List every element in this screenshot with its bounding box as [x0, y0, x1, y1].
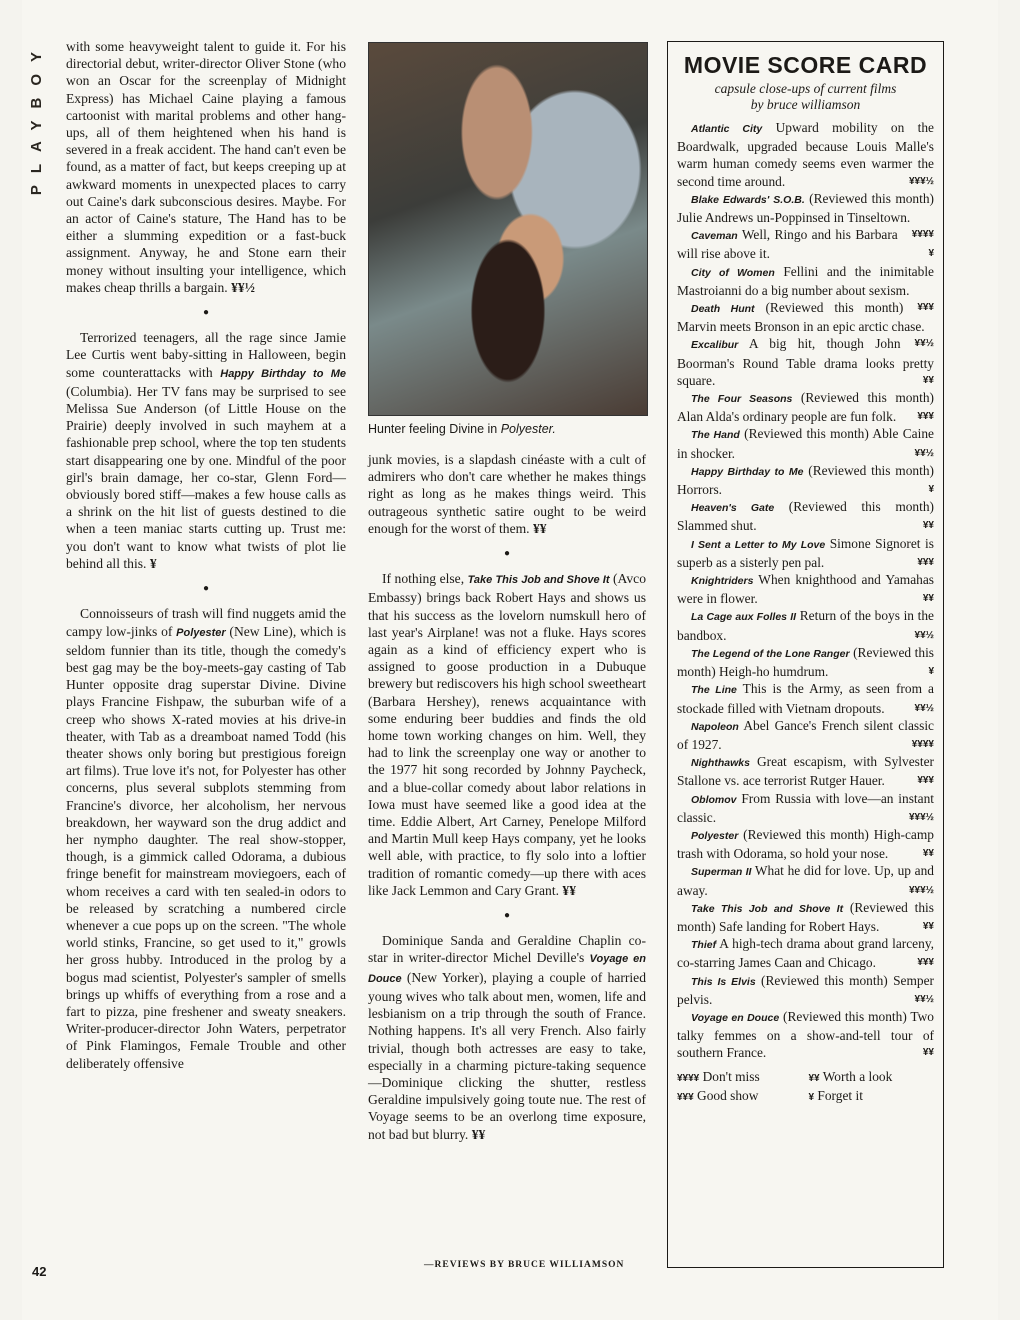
entry-title: Nighthawks	[691, 757, 750, 770]
legend-label: Forget it	[814, 1088, 863, 1104]
review-text: (New Line), which is seldom funnier than its title, though the comedy's best gag may be the boy-meets-gay casting of Tab Hunter opposite drag superstar Divine. Divine plays Francine Fishpaw, the suburban wife of a creep who shows X-rated movies at his drive-in theater, with Tab as a dreamboat named Todd (his theater shows only boring but prestigious foreign art films). True love it's not, for Polyester has other concerns, plus several subplots stemming from Francine's divorce, her alcoholism, her nervous breakdown, her wayward son the drug addict and her nympho daughter. The real show-stopper, though, is a gimmick called Odorama, a dubious fringe benefit for mainstream moviegoers, each of whom receives a card with ten sealed-in odors to be released by scratching a numbered circle whenever a cue pops up on the screen. "The whole world stinks, Francine, so get used to it," growls her gross hubby. Introduced in the prolog by a bogus mad scientist, Polyester's sampler of smells brings up whiffs of everything from a rose and a fart to pizza, pine freshener and sweaty sneakers. Writer-producer-director John Waters, perpetrator of Pink Flamingos, Female Trouble and other deliberately offensive	[66, 623, 346, 1071]
score-card-entry	[677, 389, 934, 425]
score-card-entries	[677, 119, 934, 1062]
entry-text: (Reviewed this month) Safe landing for Robert Hays.	[677, 899, 934, 934]
entry-rating: ¥¥	[922, 848, 934, 860]
entry-text: (Reviewed this month) Semper pelvis.	[677, 972, 934, 1007]
entry-rating: ¥	[928, 484, 934, 496]
review-polyester	[66, 605, 346, 1071]
entry-rating: ¥¥¥½	[908, 811, 934, 823]
page-number: 42	[32, 1264, 47, 1279]
entry-rating: ¥¥	[922, 520, 934, 532]
entry-text: Upward mobility on the Boardwalk, upgraded because Louis Malle's warm human comedy seems even warmer the second time around.	[677, 120, 934, 189]
entry-rating: ¥¥½	[914, 338, 934, 350]
entry-text: (Reviewed this month) Heigh-ho humdrum.	[677, 644, 935, 680]
score-card-entry	[677, 680, 934, 716]
rating: ¥¥	[533, 520, 547, 536]
score-card-entry	[677, 790, 934, 826]
subtitle-line: capsule close-ups of current films	[714, 81, 897, 96]
entry-text: (Reviewed this month) Two talky femmes on a show-and-tell tour of southern France.	[677, 1008, 935, 1061]
entry-rating: ¥¥	[922, 1047, 934, 1059]
review-text: Dominique Sanda and Geraldine Chaplin co-star in writer-director Michel Deville's	[368, 933, 646, 966]
legend-symbol: ¥	[808, 1092, 815, 1104]
entry-text: What he did for love. Up, up and away.	[677, 863, 934, 898]
score-card-entry	[677, 226, 934, 262]
entry-rating: ¥	[928, 666, 934, 678]
entry-text: Simone Signoret is superb as a sisterly pen pal.	[677, 535, 934, 570]
review-column-1	[66, 38, 346, 1072]
review-text: (Avco Embassy) brings back Robert Hays and shows us that his success as the lovelorn numskull hero of last year's Airplane! was not a fluke. Hays scores again as a kind of efficiency expert who is assigned to goose production in a Dubuque brewery but rediscovers his high school sweetheart (Barbara Hershey), renews acquaintance with some enduring beer buddies and finds the old home town working changes on him. Well, they had to link the screenplay one way or another to the 1977 hit song recorded by Johnny Paycheck, and a blue-collar comedy about labor relations in Iowa must have seemed like a good idea at the time. Eddie Albert, Art Carney, Penelope Milford and Martin Mull keep Hays company, yet he looks well able, with practice, to fly solo into a loftier tradition of romantic comedy—up there with aces like Jack Lemmon and Cary Grant.	[368, 571, 646, 898]
score-card-entry	[677, 607, 934, 643]
entry-rating: ¥¥¥	[917, 556, 934, 568]
entry-rating: ¥¥¥¥	[911, 738, 934, 750]
entry-text: Great escapism, with Sylvester Stallone vs. ace terrorist Rutger Hauer.	[677, 754, 934, 789]
entry-text: (Reviewed this month) Marvin meets Bronson in an epic arctic chase.	[677, 300, 925, 335]
score-card-entry	[677, 753, 934, 789]
score-card-entry	[677, 425, 934, 461]
entry-title: Death Hunt	[691, 303, 755, 316]
entry-title: This Is Elvis	[691, 975, 756, 988]
entry-rating: ¥¥¥½	[908, 175, 934, 187]
entry-title: Happy Birthday to Me	[691, 465, 804, 478]
entry-title: Heaven's Gate	[691, 502, 775, 515]
entry-rating: ¥¥	[922, 920, 934, 932]
section-bullet: ●	[503, 548, 511, 560]
review-polyester-continued	[368, 451, 646, 537]
review-birthday	[66, 329, 346, 572]
review-text: (Columbia). Her TV fans may be surprised to see Melissa Sue Anderson (of Little House on the Prairie) deeply involved in such mayhem at a fashionable prep school, where the top ten students start disappearing one by one. Mindful of the poor girl's brain damage, her co-star, Glenn Ford—obviously bored stiff—makes a few house calls as a shrink on the hit list of guests destined to die when a teen maniac starts cutting up. Trust me: you don't want to know what twists of plot lie behind all this.	[66, 383, 346, 571]
entry-text: Well, Ringo and his Barbara will rise above it.	[677, 227, 898, 262]
entry-title: Oblomov	[691, 793, 737, 806]
score-card-entry	[677, 498, 934, 534]
section-bullet: ●	[503, 910, 511, 922]
legend-symbol: ¥¥¥¥	[677, 1072, 700, 1084]
movie-title: Take This Job and Shove It	[467, 574, 610, 587]
movie-title: Happy Birthday to Me	[220, 367, 346, 380]
movie-score-card	[667, 41, 944, 1268]
entry-rating: ¥¥	[922, 593, 934, 605]
score-card-entry	[677, 899, 934, 935]
score-card-subtitle	[677, 81, 934, 113]
score-card-entry	[677, 717, 934, 753]
entry-rating: ¥¥¥½	[908, 884, 934, 896]
review-text: with some heavyweight talent to guide it. For his directorial debut, writer-director Oliver Stone (who won an Oscar for the screenplay of Midnight Express) has Michael Caine playing a famous cartoonist with marital problems and other hang-ups, all of them heightened when his hand is severed in a freak accident. The hand can't even be found, as a matter of fact, but keeps creeping up at awkward moments in unexpected places to carry out Caine's dark subconscious desires. Maybe. For an actor of Caine's stature, The Hand has to be either a slumming expedition or a fast-buck assignment. Anyway, he and Stone earn their money without insulting your intelligence, which makes cheap thrills a bargain.	[66, 39, 346, 295]
review-text: junk movies, is a slapdash cinéaste with a cult of admirers who don't care whether he makes things right as long as he makes things weird. This outrageous synthetic satire ought to be weird enough for the worst of them.	[368, 452, 646, 536]
score-card-entry	[677, 972, 934, 1008]
legend-symbol: ¥¥	[808, 1072, 820, 1084]
entry-text: Return of the boys in the bandbox.	[677, 608, 934, 643]
legend-symbol: ¥¥¥	[677, 1092, 694, 1104]
score-card-entry	[677, 119, 934, 190]
entry-text: A high-tech drama about grand larceny, co-starring James Caan and Chicago.	[677, 936, 934, 971]
caption-text: Hunter feeling Divine in	[368, 422, 501, 436]
entry-text: Abel Gance's French silent classic of 1927.	[677, 717, 934, 752]
entry-title: The Legend of the Lone Ranger	[691, 647, 850, 660]
legend-label: Good show	[693, 1088, 759, 1104]
entry-rating: ¥¥¥	[917, 775, 934, 787]
entry-title: Voyage en Douce	[691, 1011, 780, 1024]
legend-item	[809, 1087, 935, 1107]
entry-text: A big hit, though John Boorman's Round Table drama looks pretty square.	[677, 336, 934, 388]
score-card-entry	[677, 1008, 934, 1062]
review-text: (New Yorker), playing a couple of harried young wives who talk about men, women, life and lesbianism on a trip through the south of France. Nothing happens. It's all very French. Also fairly trivial, though both actresses are easy to take, especially in a charming picture-taking sequence—Dominique clicking the shutter, restless Geraldine impulsively going toute nue. The rest of Voyage seems to be an overlong time exposure, not bad but blurry.	[368, 969, 646, 1142]
score-card-entry	[677, 535, 934, 571]
legend-label: Don't miss	[699, 1068, 760, 1084]
movie-still-photo	[368, 42, 648, 416]
subtitle-line: by bruce williamson	[750, 97, 861, 112]
entry-text: From Russia with love—an instant classic.	[677, 790, 934, 825]
rating: ¥¥½	[231, 279, 255, 295]
score-card-entry	[677, 462, 934, 498]
review-column-2	[368, 451, 646, 1143]
reviewer-credit: —REVIEWS BY BRUCE WILLIAMSON	[424, 1260, 625, 1270]
entry-title: Atlantic City	[691, 123, 763, 135]
photo-caption	[368, 422, 556, 436]
entry-text: (Reviewed this month) Alan Alda's ordinary people are fun folk.	[677, 390, 934, 425]
entry-text: (Reviewed this month) Slammed shut.	[677, 499, 935, 534]
legend-item	[809, 1068, 935, 1088]
entry-title: Blake Edwards' S.O.B.	[691, 193, 805, 206]
review-text: Terrorized teenagers, all the rage since Jamie Lee Curtis went baby-sitting in Halloween, begin some counterattacks with	[66, 330, 346, 380]
entry-title: City of Women	[691, 266, 775, 279]
entry-title: Polyester	[691, 829, 739, 842]
movie-title: Voyage en Douce	[368, 953, 646, 985]
section-bullet: ●	[202, 307, 210, 319]
entry-text: (Reviewed this month) Julie Andrews un-Poppinsed in Tinseltown.	[677, 190, 935, 226]
score-card-entry	[677, 862, 934, 898]
entry-rating: ¥¥¥	[917, 411, 934, 423]
entry-title: Superman II	[691, 866, 752, 879]
review-job	[368, 570, 646, 899]
entry-rating: ¥¥¥	[917, 302, 934, 314]
rating: ¥¥	[562, 882, 577, 898]
entry-text: When knighthood and Yamahas were in flower.	[677, 572, 934, 607]
entry-title: Knightriders	[691, 575, 754, 588]
score-card-entry	[677, 826, 934, 862]
rating: ¥¥	[471, 1126, 486, 1142]
entry-rating: ¥¥	[922, 374, 934, 386]
entry-title: Take This Job and Shove It	[691, 902, 844, 915]
review-hand	[66, 38, 346, 296]
score-card-entry	[677, 644, 934, 680]
entry-text: This is the Army, as seen from a stockade filled with Vietnam dropouts.	[677, 681, 934, 716]
score-card-entry	[677, 335, 934, 389]
entry-rating: ¥	[928, 248, 934, 260]
entry-title: The Four Seasons	[691, 393, 793, 406]
movie-title: Polyester	[176, 626, 226, 639]
entry-title: La Cage aux Folles II	[691, 611, 797, 624]
entry-title: Thief	[691, 939, 717, 952]
legend-item	[677, 1068, 803, 1088]
rating-legend	[677, 1068, 934, 1107]
entry-text: (Reviewed this month) Horrors.	[677, 462, 934, 498]
entry-title: Excalibur	[691, 339, 739, 352]
entry-rating: ¥¥½	[914, 993, 934, 1005]
entry-title: The Line	[691, 684, 737, 697]
entry-title: The Hand	[691, 429, 740, 442]
review-voyage	[368, 932, 646, 1142]
score-card-entry	[677, 935, 934, 971]
magazine-name: PLAYBOY	[28, 40, 45, 196]
entry-title: I Sent a Letter to My Love	[691, 538, 826, 551]
entry-text: (Reviewed this month) Able Caine in shocker.	[677, 426, 934, 461]
rating: ¥	[149, 555, 157, 571]
entry-title: Napoleon	[691, 720, 739, 733]
caption-title: Polyester.	[500, 422, 556, 436]
review-text: If nothing else,	[382, 571, 468, 587]
entry-text: Fellini and the inimitable Mastroianni do a big number about sexism.	[677, 263, 934, 298]
entry-title: Caveman	[691, 230, 738, 243]
score-card-title: MOVIE SCORE CARD	[683, 52, 928, 78]
score-card-entry	[677, 571, 934, 607]
entry-rating: ¥¥½	[914, 629, 934, 641]
review-text: Connoisseurs of trash will find nuggets amid the campy low-jinks of	[66, 606, 346, 639]
entry-rating: ¥¥½	[914, 702, 934, 714]
section-bullet: ●	[202, 583, 210, 595]
entry-rating: ¥¥½	[914, 447, 934, 459]
entry-rating: ¥¥¥¥	[911, 229, 934, 241]
entry-text: (Reviewed this month) High-camp trash with Odorama, so hold your nose.	[677, 826, 934, 862]
entry-rating: ¥¥¥	[917, 957, 934, 969]
legend-label: Worth a look	[819, 1068, 893, 1084]
legend-item	[677, 1087, 803, 1107]
